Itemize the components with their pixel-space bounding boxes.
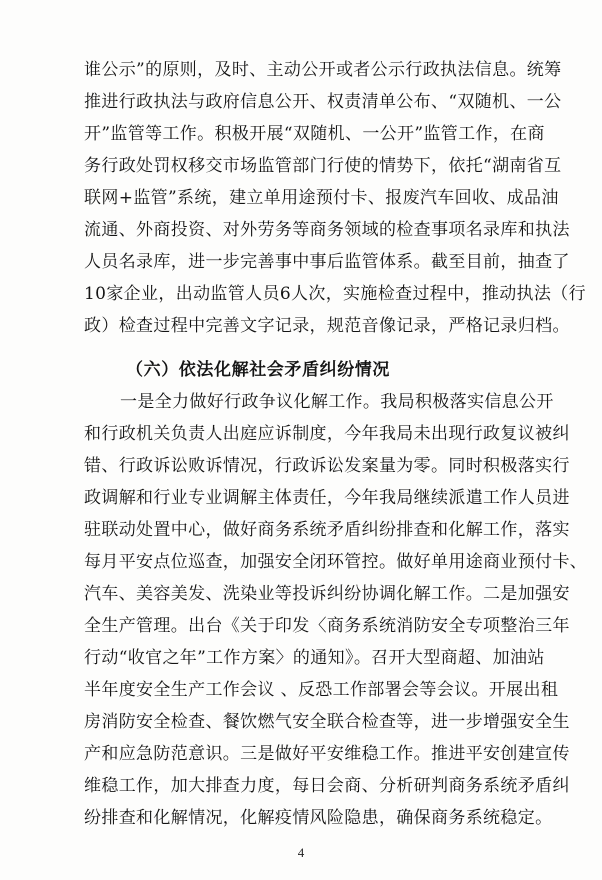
paragraph-law-enforcement-disclosure [84, 54, 586, 342]
text-line: 错、行政诉讼败诉情况，行政诉讼发案量为零。同时积极落实行 [84, 456, 570, 476]
text-line: 流通、外商投资、对外劳务等商务领域的检查事项名录库和执法 [84, 220, 570, 240]
paragraph-dispute-resolution [84, 386, 588, 834]
text-line: 产和应急防范意识。三是做好平安维稳工作。推进平安创建宣传 [84, 744, 570, 764]
text-line: 纷排查和化解情况，化解疫情风险隐患，确保商务系统稳定。 [84, 808, 553, 828]
text-line: 维稳工作，加大排查力度，每日会商、分析研判商务系统矛盾纠 [84, 776, 570, 796]
text-line: 人员名录库，进一步完善事中事后监管体系。截至目前，抽查了 [84, 252, 570, 272]
text-line: 全生产管理。出台《关于印发〈商务系统消防安全专项整治三年 [84, 616, 570, 636]
text-line: 一是全力做好行政争议化解工作。我局积极落实信息公开 [120, 392, 554, 412]
page-number: 4 [297, 845, 305, 860]
text-line: 推进行政执法与政府信息公开、权责清单公布、“双随机、一公 [84, 92, 562, 112]
text-line: 联网+监管”系统，建立单用途预付卡、报废汽车回收、成品油 [84, 188, 559, 208]
text-line: 行动“收官之年”工作方案〉的通知》。召开大型商超、加油站 [84, 648, 545, 668]
text-line: 政）检查过程中完善文字记录，规范音像记录，严格记录归档。 [84, 316, 570, 336]
text-line: 驻联动处置中心，做好商务系统矛盾纠纷排查和化解工作，落实 [84, 520, 570, 540]
text-line: 务行政处罚权移交市场监管部门行使的情势下，依托“湖南省互 [84, 156, 562, 176]
text-line: 10家企业，出动监管人员6人次，实施检查过程中，推动执法（行 [84, 284, 586, 304]
text-line: 开”监管等工作。积极开展“双随机、一公开”监管工作，在商 [84, 124, 545, 144]
text-line: 每月平安点位巡查，加强安全闭环管控。做好单用途商业预付卡、 [84, 552, 588, 572]
text-line: 汽车、美容美发、洗染业等投诉纠纷协调化解工作。二是加强安 [84, 584, 570, 604]
text-line: 政调解和行业专业调解主体责任，今年我局继续派遣工作人员进 [84, 488, 570, 508]
text-line: 谁公示”的原则，及时、主动公开或者公示行政执法信息。统筹 [84, 60, 562, 80]
text-line: 半年度安全生产工作会议 、反恐工作部署会等会议。开展出租 [84, 680, 559, 700]
text-line: 和行政机关负责人出庭应诉制度，今年我局未出现行政复议被纠 [84, 424, 570, 444]
text-line: 房消防安全检查、餐饮燃气安全联合检查等，进一步增强安全生 [84, 712, 570, 732]
section-heading: （六）依法化解社会矛盾纠纷情况 [126, 360, 390, 380]
